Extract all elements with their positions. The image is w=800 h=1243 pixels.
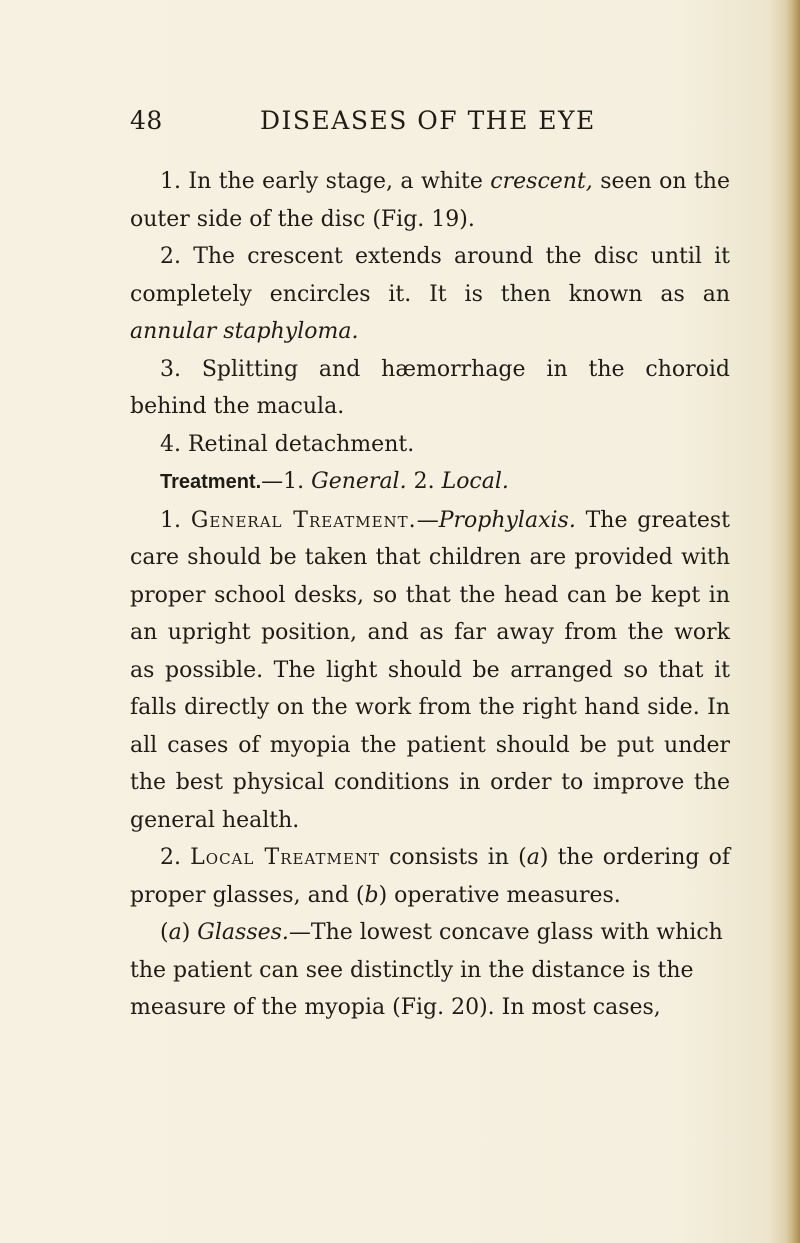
page-header (130, 106, 690, 142)
text-run: — (416, 507, 439, 533)
paragraph-treatment (130, 463, 730, 502)
running-head: DISEASES OF THE EYE (260, 106, 596, 135)
text-run: 1. In the early stage, a white (160, 169, 491, 194)
text-run: 2. The crescent extends around the disc until it completely encircles it. It is then known as an (130, 244, 730, 307)
italic-term: General. (311, 469, 407, 494)
text-run: 2. (160, 845, 191, 870)
italic-letter: b (364, 882, 379, 908)
paragraph-glasses (130, 914, 730, 1027)
italic-term: Prophylaxis. (438, 507, 576, 533)
italic-term: Local. (441, 469, 509, 494)
text-run: 1. (160, 507, 191, 533)
text-run: —1. (261, 469, 312, 494)
section-label: Treatment. (160, 471, 262, 493)
text-run: 2. (406, 469, 442, 494)
text-run: seen on the outer side of the disc (Fig. 19). (130, 169, 730, 232)
text-run: —The lowest concave glass with which the patient can see distinctly in the distance is the measure of the myopia (Fig. 20). In most cases, (130, 920, 723, 1020)
italic-term: Glasses. (197, 920, 289, 945)
italic-term: crescent, (490, 169, 593, 194)
small-caps-heading: Local Treatment (190, 845, 380, 870)
italic-term: annular staphyloma. (130, 319, 359, 344)
text-run: ) operative measures. (378, 882, 621, 908)
text-run: consists in ( (379, 845, 527, 870)
paragraph-4: 4. Retinal detachment. (160, 431, 415, 457)
italic-letter: a (168, 920, 182, 945)
text-run: ) the ordering of proper glasses, and ( (130, 845, 731, 908)
page-edge-shadow (786, 0, 800, 1243)
paragraph-local-treatment (130, 839, 730, 914)
paragraph-3: 3. Splitting and hæmorrhage in the choroid behind the macula. (130, 356, 730, 419)
italic-letter: a (526, 845, 540, 870)
small-caps-heading: General Treatment. (190, 507, 417, 533)
paragraph-2 (130, 238, 730, 351)
body-text (130, 163, 730, 1027)
text-run: ( (160, 920, 169, 945)
text-run: The greatest care should be taken that children are provided with proper school desks, so that the head can be kept in an upright position, and as far away from the work as possible. The light should be arranged so that it falls directly on the work from the right hand side. In all cases of myopia the patient should be put under the best physical conditions in order to improve the general health. (130, 507, 731, 833)
paragraph-1 (130, 163, 730, 238)
text-run: ) (181, 920, 198, 945)
page-number: 48 (130, 106, 163, 135)
paragraph-general-treatment (130, 502, 730, 840)
